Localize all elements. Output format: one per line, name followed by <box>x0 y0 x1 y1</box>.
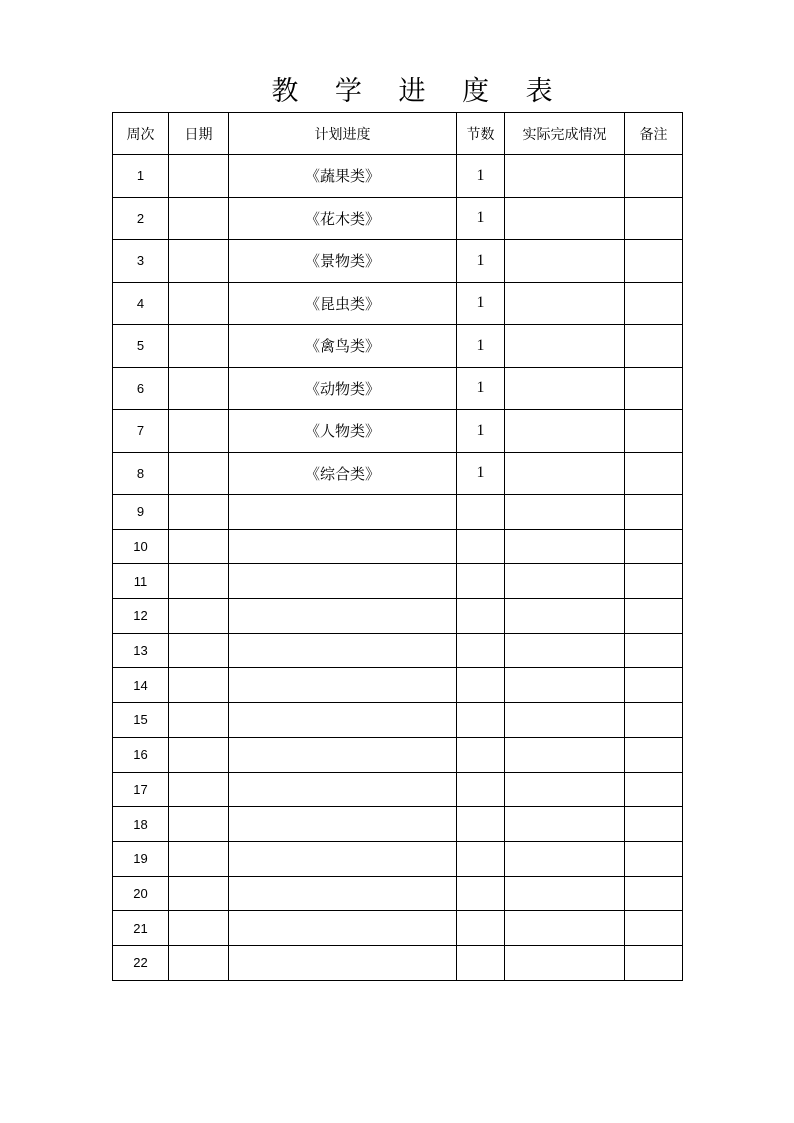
notes-cell <box>625 410 683 453</box>
lessons-cell <box>457 668 505 703</box>
plan-cell <box>229 911 457 946</box>
plan-cell <box>229 737 457 772</box>
notes-cell <box>625 282 683 325</box>
actual-cell <box>505 282 625 325</box>
date-cell <box>169 772 229 807</box>
table-header-row <box>113 113 683 155</box>
week-cell: 4 <box>113 282 169 325</box>
week-cell: 1 <box>113 155 169 198</box>
week-cell: 5 <box>113 325 169 368</box>
plan-cell <box>229 703 457 738</box>
actual-cell <box>505 737 625 772</box>
lessons-cell <box>457 911 505 946</box>
week-cell: 12 <box>113 599 169 634</box>
notes-cell <box>625 529 683 564</box>
actual-cell <box>505 452 625 495</box>
table-row <box>113 599 683 634</box>
notes-cell <box>625 737 683 772</box>
actual-cell <box>505 945 625 980</box>
actual-cell <box>505 367 625 410</box>
notes-cell <box>625 876 683 911</box>
date-cell <box>169 564 229 599</box>
notes-cell <box>625 911 683 946</box>
date-cell <box>169 668 229 703</box>
date-cell <box>169 599 229 634</box>
date-cell <box>169 155 229 198</box>
lessons-cell: 1 <box>457 325 505 368</box>
actual-cell <box>505 197 625 240</box>
notes-cell <box>625 668 683 703</box>
lessons-cell <box>457 876 505 911</box>
plan-cell <box>229 945 457 980</box>
actual-cell <box>505 495 625 530</box>
week-cell: 9 <box>113 495 169 530</box>
table-row <box>113 367 683 410</box>
plan-cell: 《综合类》 <box>229 452 457 495</box>
week-cell: 16 <box>113 737 169 772</box>
date-cell <box>169 807 229 842</box>
notes-cell <box>625 325 683 368</box>
table-row <box>113 452 683 495</box>
actual-cell <box>505 841 625 876</box>
plan-cell: 《花木类》 <box>229 197 457 240</box>
actual-cell <box>505 564 625 599</box>
table-row <box>113 945 683 980</box>
header-lessons: 节数 <box>457 113 505 155</box>
lessons-cell: 1 <box>457 240 505 283</box>
week-cell: 17 <box>113 772 169 807</box>
date-cell <box>169 703 229 738</box>
lessons-cell <box>457 737 505 772</box>
table-row <box>113 282 683 325</box>
actual-cell <box>505 807 625 842</box>
notes-cell <box>625 772 683 807</box>
table-row <box>113 807 683 842</box>
table-row <box>113 841 683 876</box>
week-cell: 6 <box>113 367 169 410</box>
table-row <box>113 633 683 668</box>
lessons-cell <box>457 841 505 876</box>
table-row <box>113 564 683 599</box>
header-actual: 实际完成情况 <box>505 113 625 155</box>
actual-cell <box>505 240 625 283</box>
notes-cell <box>625 495 683 530</box>
notes-cell <box>625 564 683 599</box>
week-cell: 22 <box>113 945 169 980</box>
table-row <box>113 495 683 530</box>
table-row <box>113 197 683 240</box>
week-cell: 14 <box>113 668 169 703</box>
actual-cell <box>505 599 625 634</box>
lessons-cell <box>457 564 505 599</box>
date-cell <box>169 945 229 980</box>
date-cell <box>169 410 229 453</box>
teaching-schedule-table <box>112 112 683 981</box>
actual-cell <box>505 155 625 198</box>
date-cell <box>169 876 229 911</box>
lessons-cell: 1 <box>457 452 505 495</box>
plan-cell: 《昆虫类》 <box>229 282 457 325</box>
notes-cell <box>625 155 683 198</box>
week-cell: 7 <box>113 410 169 453</box>
date-cell <box>169 367 229 410</box>
date-cell <box>169 452 229 495</box>
header-plan: 计划进度 <box>229 113 457 155</box>
actual-cell <box>505 529 625 564</box>
date-cell <box>169 495 229 530</box>
lessons-cell: 1 <box>457 197 505 240</box>
date-cell <box>169 841 229 876</box>
week-cell: 2 <box>113 197 169 240</box>
actual-cell <box>505 703 625 738</box>
table-row <box>113 155 683 198</box>
actual-cell <box>505 668 625 703</box>
header-week: 周次 <box>113 113 169 155</box>
week-cell: 15 <box>113 703 169 738</box>
table-row <box>113 737 683 772</box>
lessons-cell <box>457 703 505 738</box>
notes-cell <box>625 599 683 634</box>
table-row <box>113 772 683 807</box>
plan-cell <box>229 876 457 911</box>
week-cell: 13 <box>113 633 169 668</box>
week-cell: 10 <box>113 529 169 564</box>
notes-cell <box>625 945 683 980</box>
table-body <box>113 155 683 981</box>
date-cell <box>169 197 229 240</box>
table-row <box>113 529 683 564</box>
plan-cell <box>229 807 457 842</box>
header-date: 日期 <box>169 113 229 155</box>
plan-cell: 《蔬果类》 <box>229 155 457 198</box>
plan-cell <box>229 599 457 634</box>
date-cell <box>169 633 229 668</box>
week-cell: 3 <box>113 240 169 283</box>
table-row <box>113 703 683 738</box>
notes-cell <box>625 841 683 876</box>
notes-cell <box>625 197 683 240</box>
plan-cell: 《人物类》 <box>229 410 457 453</box>
plan-cell <box>229 772 457 807</box>
table-row <box>113 876 683 911</box>
table-row <box>113 410 683 453</box>
lessons-cell: 1 <box>457 410 505 453</box>
date-cell <box>169 240 229 283</box>
notes-cell <box>625 703 683 738</box>
lessons-cell <box>457 633 505 668</box>
lessons-cell <box>457 529 505 564</box>
lessons-cell: 1 <box>457 155 505 198</box>
notes-cell <box>625 240 683 283</box>
plan-cell <box>229 529 457 564</box>
lessons-cell <box>457 495 505 530</box>
week-cell: 18 <box>113 807 169 842</box>
actual-cell <box>505 325 625 368</box>
date-cell <box>169 325 229 368</box>
plan-cell <box>229 564 457 599</box>
notes-cell <box>625 367 683 410</box>
lessons-cell <box>457 945 505 980</box>
actual-cell <box>505 911 625 946</box>
plan-cell <box>229 668 457 703</box>
table-row <box>113 240 683 283</box>
page-title: 教 学 进 度 表 <box>271 76 567 107</box>
date-cell <box>169 911 229 946</box>
plan-cell: 《景物类》 <box>229 240 457 283</box>
week-cell: 20 <box>113 876 169 911</box>
lessons-cell <box>457 599 505 634</box>
lessons-cell: 1 <box>457 367 505 410</box>
table-row <box>113 668 683 703</box>
actual-cell <box>505 876 625 911</box>
plan-cell <box>229 633 457 668</box>
actual-cell <box>505 410 625 453</box>
actual-cell <box>505 633 625 668</box>
actual-cell <box>505 772 625 807</box>
date-cell <box>169 282 229 325</box>
notes-cell <box>625 633 683 668</box>
week-cell: 11 <box>113 564 169 599</box>
date-cell <box>169 737 229 772</box>
header-notes: 备注 <box>625 113 683 155</box>
week-cell: 19 <box>113 841 169 876</box>
plan-cell <box>229 495 457 530</box>
table-row <box>113 911 683 946</box>
plan-cell <box>229 841 457 876</box>
lessons-cell: 1 <box>457 282 505 325</box>
week-cell: 21 <box>113 911 169 946</box>
lessons-cell <box>457 807 505 842</box>
lessons-cell <box>457 772 505 807</box>
table-row <box>113 325 683 368</box>
notes-cell <box>625 452 683 495</box>
notes-cell <box>625 807 683 842</box>
week-cell: 8 <box>113 452 169 495</box>
plan-cell: 《禽鸟类》 <box>229 325 457 368</box>
plan-cell: 《动物类》 <box>229 367 457 410</box>
date-cell <box>169 529 229 564</box>
